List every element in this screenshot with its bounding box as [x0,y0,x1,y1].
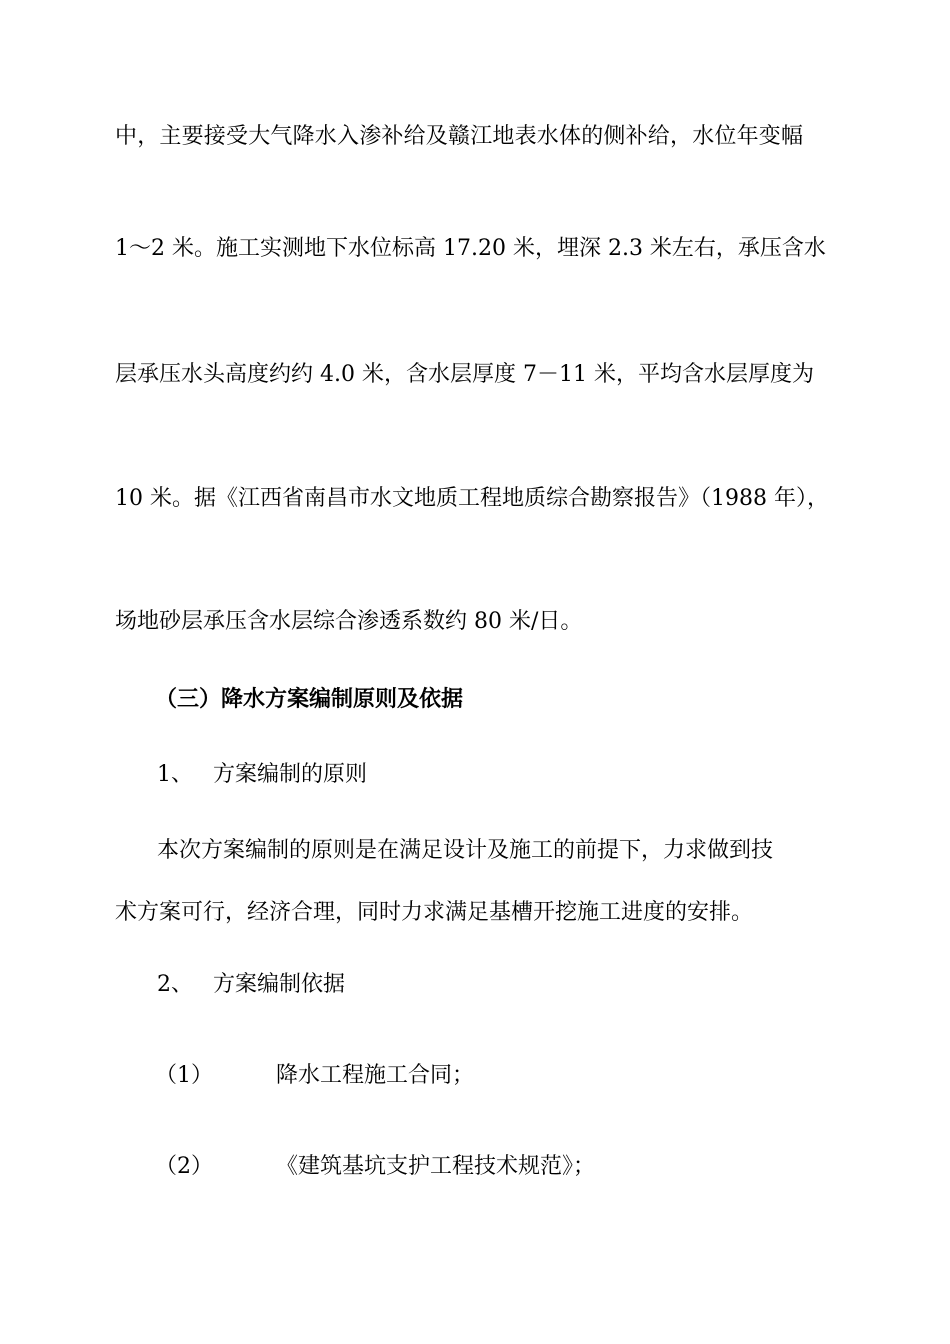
paragraph-line-2: 1～2 米。施工实测地下水位标高 17.20 米，埋深 2.3 米左右，承压含水 [115,236,826,261]
basis-2-number: （2） [155,1154,213,1179]
item-1-number: 1、 [157,762,193,787]
section-heading: （三）降水方案编制原则及依据 [155,687,464,712]
item-2-number: 2、 [157,972,193,997]
paragraph-line-1: 中，主要接受大气降水入渗补给及赣江地表水体的侧补给，水位年变幅 [115,124,804,149]
item-1-label: 方案编制的原则 [213,762,368,787]
basis-2-label: 《建筑基坑支护工程技术规范》； [276,1154,596,1179]
item-2-label: 方案编制依据 [213,972,346,997]
paragraph-line-5: 场地砂层承压含水层综合渗透系数约 80 米/日。 [115,609,583,634]
principle-line-2: 术方案可行，经济合理，同时力求满足基槽开挖施工进度的安排。 [115,900,754,925]
basis-1-number: （1） [155,1063,213,1088]
principle-line-1: 本次方案编制的原则是在满足设计及施工的前提下，力求做到技 [157,838,774,863]
paragraph-line-4: 10 米。据《江西省南昌市水文地质工程地质综合勘察报告》（1988 年）， [115,486,829,511]
paragraph-line-3: 层承压水头高度约约 4.0 米，含水层厚度 7－11 米，平均含水层厚度为 [115,362,814,387]
basis-1-label: 降水工程施工合同； [276,1063,475,1088]
